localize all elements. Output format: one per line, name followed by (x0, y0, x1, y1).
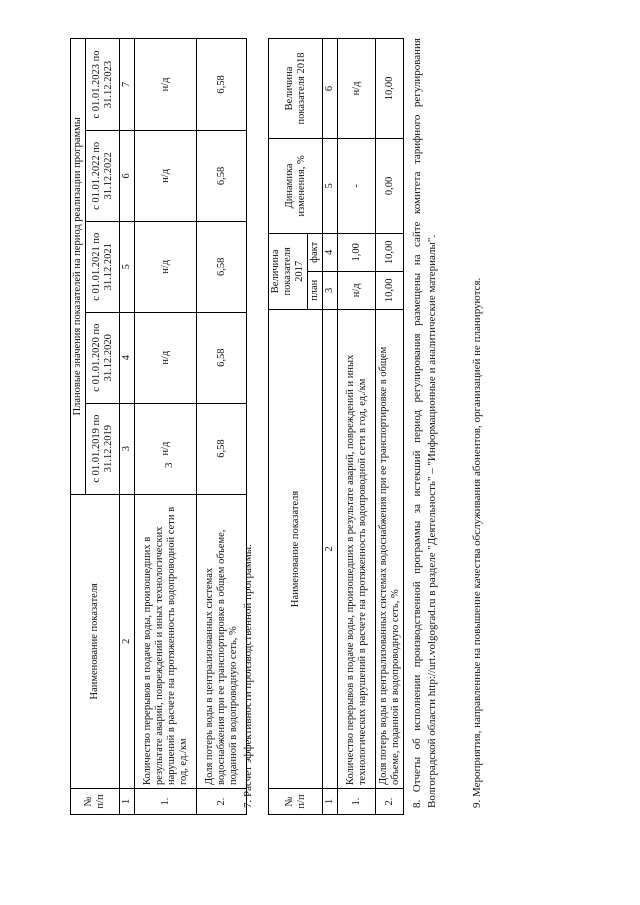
row-dynamics: - (338, 138, 376, 233)
row-value-2018: 10,00 (376, 39, 404, 139)
table-row (376, 39, 404, 815)
index-cell: 6 (323, 39, 338, 139)
page-number: 3 (163, 462, 175, 468)
header-period: с 01.01.2021 по 31.12.2021 (86, 221, 120, 312)
index-cell: 3 (120, 403, 135, 494)
row-name: Доля потерь воды в централизованных системах водоснабжения при ее транспортировке в общем объеме, поданной в водопроводную сеть, % (376, 309, 404, 788)
index-cell: 4 (120, 312, 135, 403)
row-value: н/д (135, 312, 197, 403)
row-num: 1. (135, 789, 197, 815)
header-name: Наименование показателя (71, 494, 120, 788)
header-fact: факт (308, 233, 323, 271)
header-value-2018: Величина показателя 2018 (269, 39, 323, 139)
index-cell: 6 (120, 130, 135, 221)
index-cell: 7 (120, 39, 135, 131)
index-cell: 2 (120, 494, 135, 788)
table-row (338, 39, 376, 815)
row-value: 6,58 (197, 39, 247, 131)
header-num: № п/п (71, 789, 120, 815)
header-num: № п/п (269, 789, 323, 815)
row-value: 6,58 (197, 130, 247, 221)
row-name: Доля потерь воды в централизованных системах водоснабжения при ее транспортировке в общем объеме, поданной в водопроводную сеть, % (197, 494, 247, 788)
row-fact: 1,00 (338, 233, 376, 271)
row-value: 6,58 (197, 221, 247, 312)
row-plan: 10,00 (376, 271, 404, 309)
row-value: н/д (135, 403, 197, 494)
table-row (135, 39, 197, 815)
planned-indicators-table (70, 38, 247, 815)
header-name: Наименование показателя (269, 309, 323, 788)
header-value-2017: Величина показателя 2017 (269, 233, 308, 309)
row-name: Количество перерывов в подаче воды, произошедших в результате аварий, повреждений и иных технологических нарушений в расчете на протяженность водопроводной сети в год, ед./км (135, 494, 197, 788)
row-dynamics: 0,00 (376, 138, 404, 233)
efficiency-table (268, 38, 404, 815)
row-num: 2. (197, 789, 247, 815)
index-cell: 4 (323, 233, 338, 271)
row-value: н/д (135, 39, 197, 131)
row-num: 1. (338, 789, 376, 815)
header-period: с 01.01.2019 по 31.12.2019 (86, 403, 120, 494)
index-cell: 1 (323, 789, 338, 815)
header-period: с 01.01.2020 по 31.12.2020 (86, 312, 120, 403)
row-value-2018: н/д (338, 39, 376, 139)
row-value: 6,58 (197, 403, 247, 494)
header-plan: план (308, 271, 323, 309)
index-cell: 5 (323, 138, 338, 233)
header-period: с 01.01.2022 по 31.12.2022 (86, 130, 120, 221)
row-plan: н/д (338, 271, 376, 309)
row-value: н/д (135, 221, 197, 312)
index-cell: 2 (323, 309, 338, 788)
header-period: с 01.01.2023 по 31.12.2023 (86, 39, 120, 131)
index-cell: 3 (323, 271, 338, 309)
row-value: 6,58 (197, 312, 247, 403)
row-num: 2. (376, 789, 404, 815)
row-name: Количество перерывов в подаче воды, произошедших в результате аварий, повреждений и иных технологических нарушений в расчете на протяженность водопроводной сети в год, ед./км (338, 309, 376, 788)
table-row (197, 39, 247, 815)
section-7-title: 7. Расчет эффективности производственной программы. (242, 544, 254, 808)
section-8-paragraph: 8. Отчеты об исполнении производственной программы за истекший период регулирования размещены на сайте комитета тарифного регулирования Волгоградской области http://urt.volgograd.ru в разделе "Деятельность" – "Информационные и аналитические материалы". (411, 38, 438, 808)
index-cell: 5 (120, 221, 135, 312)
header-planned-group: Плановые значения показателей на период реализации программы (71, 39, 86, 495)
index-cell: 1 (120, 789, 135, 815)
section-9-paragraph: 9. Мероприятия, направленные на повышение качества обслуживания абонентов, организацией не планируются. (471, 277, 483, 808)
row-fact: 10,00 (376, 233, 404, 271)
row-value: н/д (135, 130, 197, 221)
header-dynamics: Динамика изменения, % (269, 138, 323, 233)
